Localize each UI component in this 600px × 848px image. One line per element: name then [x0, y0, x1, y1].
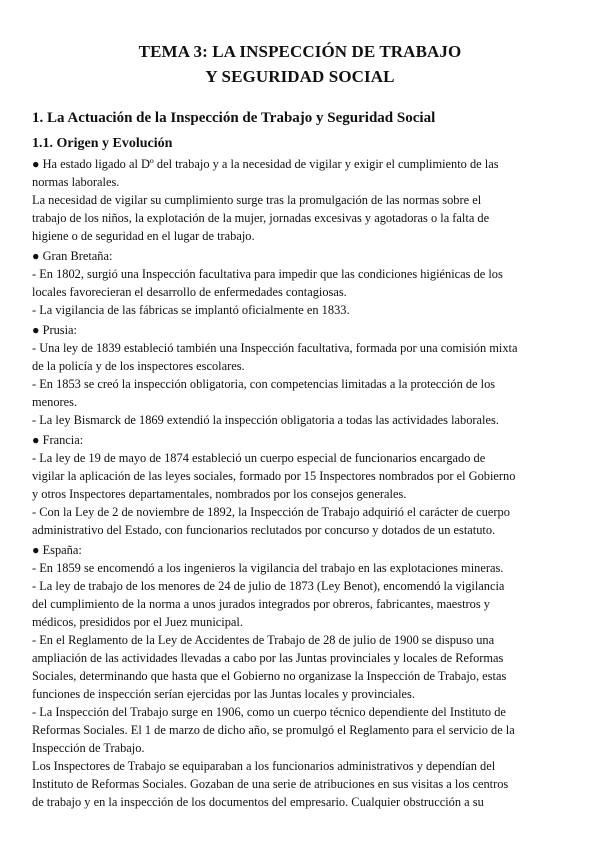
text-line: Los Inspectores de Trabajo se equiparaban a los funcionarios administrativos y dependían del [32, 759, 496, 773]
subsection-heading: 1.1. Origen y Evolución [32, 136, 173, 151]
text-line: - Una ley de 1839 estableció también una Inspección facultativa, formada por una comisión mixta [32, 341, 518, 355]
text-line: - En 1859 se encomendó a los ingenieros la vigilancia del trabajo en las explotaciones mineras. [32, 561, 504, 575]
text-line: funciones de inspección serían ejercidas por las Juntas locales y provinciales. [32, 687, 415, 701]
text-line: - En 1802, surgió una Inspección facultativa para impedir que las condiciones higiénicas de los [32, 267, 503, 281]
text-line: ● Ha estado ligado al Dº del trabajo y a la necesidad de vigilar y exigir el cumplimiento de las [32, 157, 499, 171]
text-line: vigilar la aplicación de las leyes sociales, formado por 15 Inspectores nombrados por el Gobierno [32, 469, 516, 483]
text-line: - En el Reglamento de la Ley de Accidentes de Trabajo de 28 de julio de 1900 se dispuso una [32, 633, 495, 647]
text-line: administrativo del Estado, con funcionarios reclutados por concurso y dotados de un estatuto. [32, 523, 496, 537]
text-line: menores. [32, 395, 78, 409]
text-line: normas laborales. [32, 175, 120, 189]
title-line-1: TEMA 3: LA INSPECCIÓN DE TRABAJO [138, 42, 462, 61]
section-heading: 1. La Actuación de la Inspección de Trabajo y Seguridad Social [32, 110, 436, 126]
text-line: higiene o de seguridad en el lugar de trabajo. [32, 229, 255, 243]
text-line: locales favorecieran el desarrollo de enfermedades contagiosas. [32, 285, 347, 299]
text-line: - La ley de 19 de mayo de 1874 estableció un cuerpo especial de funcionarios encargado de [32, 451, 486, 465]
title-line-2: Y SEGURIDAD SOCIAL [205, 67, 395, 86]
text-line: de trabajo y en la inspección de los documentos del empresario. Cualquier obstrucción a su [32, 795, 484, 809]
text-line: de la policía y de los inspectores escolares. [32, 359, 245, 373]
text-line: La necesidad de vigilar su cumplimiento surge tras la promulgación de las normas sobre el [32, 193, 482, 207]
text-line: ampliación de las actividades llevadas a cabo por las Juntas provinciales y locales de Reformas [32, 651, 504, 665]
text-line: - La ley de trabajo de los menores de 24 de julio de 1873 (Ley Benot), encomendó la vigilancia [32, 579, 505, 593]
text-line: ● Gran Bretaña: [32, 249, 113, 263]
text-line: - La vigilancia de las fábricas se implantó oficialmente en 1833. [32, 303, 350, 317]
text-line: médicos, presididos por el Juez municipal. [32, 615, 243, 629]
text-line: Instituto de Reformas Sociales. Gozaban de una serie de atribuciones en sus visitas a los centros [32, 777, 509, 791]
text-line: ● España: [32, 543, 82, 557]
text-line: - En 1853 se creó la inspección obligatoria, con competencias limitadas a la protección de los [32, 377, 496, 391]
text-line: Sociales, determinando que hasta que el Gobierno no organizase la Inspección de Trabajo, estas [32, 669, 507, 683]
text-line: - Con la Ley de 2 de noviembre de 1892, la Inspección de Trabajo adquirió el carácter de cuerpo [32, 505, 510, 519]
text-line: Inspección de Trabajo. [32, 741, 145, 755]
text-line: - La ley Bismarck de 1869 extendió la inspección obligatoria a todas las actividades laborales. [32, 413, 499, 427]
text-line: ● Francia: [32, 433, 84, 447]
text-line: y otros Inspectores departamentales, nombrados por los consejos generales. [32, 487, 407, 501]
text-line: del cumplimiento de la norma a unos jurados integrados por obreros, fabricantes, maestros y [32, 597, 490, 611]
text-line: - La Inspección del Trabajo surge en 1906, como un cuerpo técnico dependiente del Instituto de [32, 705, 506, 719]
text-line: ● Prusia: [32, 323, 78, 337]
text-line: Reformas Sociales. El 1 de marzo de dicho año, se promulgó el Reglamento para el servicio de la [32, 723, 515, 737]
text-line: trabajo de los niños, la explotación de la mujer, jornadas excesivas y agotadoras o la falta de [32, 211, 490, 225]
